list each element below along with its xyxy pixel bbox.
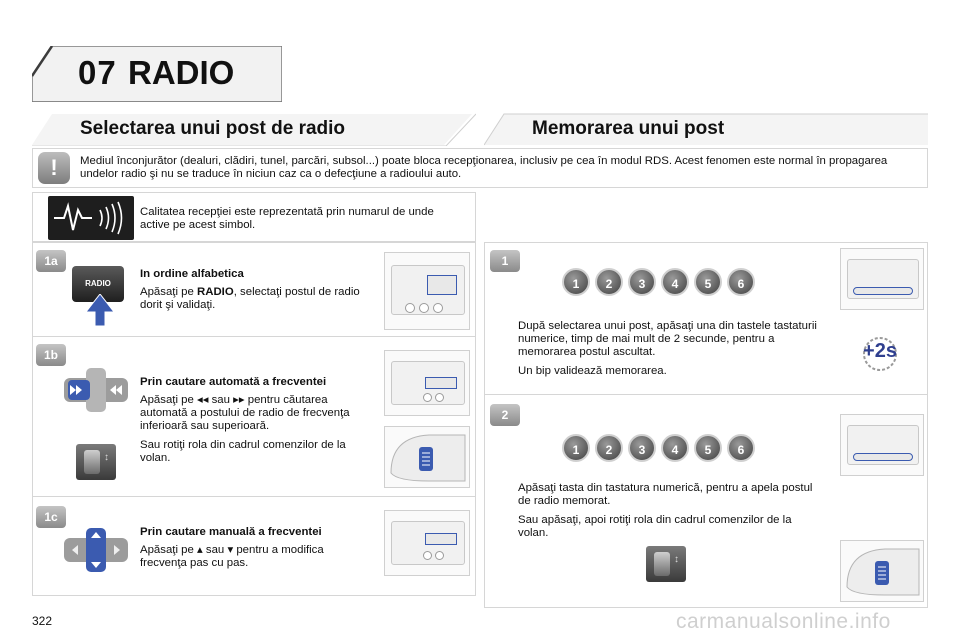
right-step-2-text: Apăsaţi tasta din tastatura numerică, pentru a apela postul de radio memorat. Sau apăsaţi, apoi rotiţi rola din cadrul comenzilor de la volan.: [518, 482, 813, 539]
watermark: carmanualsonline.info: [676, 610, 891, 633]
steering-wheel-roller-icon[interactable]: ↕: [646, 546, 686, 582]
warning-text: Mediul înconjurător (dealuri, clădiri, tunel, parcări, subsol...) poate bloca recepţionarea, inclusiv pe cea în modul RDS. Acest fenomen este normal în propagarea undelor radio şi nu se traduce în niciun caz ca o defecţiune a radioului auto.: [80, 155, 888, 180]
right-section-title: Memorarea unui post: [532, 118, 725, 139]
radio-unit-thumbnail: [384, 252, 470, 330]
step-1a-text: Apăsaţi pe RADIO, selectaţi postul de radio dorit şi validaţi.: [140, 286, 360, 311]
tune-up-icon: ▴: [197, 544, 203, 556]
two-seconds-badge: [856, 336, 904, 372]
step-1a-title: In ordine alfabetica: [140, 268, 244, 280]
preset-button[interactable]: 3: [628, 268, 656, 296]
steering-wheel-roller-icon[interactable]: ↕: [76, 444, 116, 480]
page-number: 322: [32, 614, 53, 628]
chapter-number: 07: [78, 54, 117, 91]
radio-unit-thumbnail: [384, 350, 470, 416]
duration-label: +2s: [863, 340, 897, 362]
preset-button[interactable]: 6: [727, 268, 755, 296]
radio-button[interactable]: RADIO: [72, 266, 124, 302]
step-divider: [484, 394, 928, 395]
steering-control-thumbnail: [840, 540, 924, 602]
seek-back-icon: ◂◂: [197, 394, 209, 406]
preset-button[interactable]: 2: [595, 434, 623, 462]
step-1b-text: Apăsaţi pe ◂◂ sau ▸▸ pentru căutarea automată a postului de radio de frecvenţa inferioară sau superioară. Sau rotiţi rola din cadrul comenzilor de la volan.: [140, 394, 350, 464]
left-section-header: [32, 108, 476, 146]
preset-button[interactable]: 4: [661, 268, 689, 296]
manual-tune-control-icon[interactable]: [62, 528, 130, 572]
radio-unit-thumbnail: [840, 248, 924, 310]
step-divider: [32, 496, 476, 497]
preset-button[interactable]: 6: [727, 434, 755, 462]
preset-button[interactable]: 5: [694, 268, 722, 296]
step-1c-text: Apăsaţi pe ▴ sau ▾ pentru a modifica frecvenţa pas cu pas.: [140, 544, 324, 569]
step-badge-2: 2: [490, 404, 520, 426]
radio-unit-thumbnail: [840, 414, 924, 476]
signal-quality-icon: [48, 196, 134, 240]
step-divider: [32, 336, 476, 337]
reception-text: Calitatea recepţiei este reprezentată prin numarul de unde active pe acest simbol.: [140, 206, 434, 231]
tune-down-icon: ▾: [227, 544, 234, 556]
preset-button[interactable]: 1: [562, 268, 590, 296]
warning-icon: !: [38, 152, 70, 184]
preset-keypad: [562, 268, 755, 296]
step-badge-1a: 1a: [36, 250, 66, 272]
step-badge-1c: 1c: [36, 506, 66, 528]
preset-button[interactable]: 2: [595, 268, 623, 296]
right-step-1-text: După selectarea unui post, apăsaţi una din tastele tastaturii numerice, timp de mai mult de 2 secunde, pentru a memorarea postul ascultat. Un bip validează memorarea.: [518, 320, 817, 377]
step-1b-title: Prin cautare automată a frecventei: [140, 376, 327, 388]
seek-control-icon[interactable]: [62, 368, 130, 412]
step-badge-1b: 1b: [36, 344, 66, 366]
preset-keypad: [562, 434, 755, 462]
chapter-title: RADIO: [128, 54, 235, 91]
radio-unit-thumbnail: [384, 510, 470, 576]
right-section-header: [484, 108, 928, 146]
steering-control-thumbnail: [384, 426, 470, 488]
step-badge-1: 1: [490, 250, 520, 272]
preset-button[interactable]: 4: [661, 434, 689, 462]
preset-button[interactable]: 5: [694, 434, 722, 462]
seek-forward-icon: ▸▸: [233, 394, 245, 406]
left-section-title: Selectarea unui post de radio: [80, 118, 346, 139]
preset-button[interactable]: 1: [562, 434, 590, 462]
preset-button[interactable]: 3: [628, 434, 656, 462]
step-1c-title: Prin cautare manuală a frecventei: [140, 526, 322, 538]
press-arrow-icon: [86, 294, 114, 326]
